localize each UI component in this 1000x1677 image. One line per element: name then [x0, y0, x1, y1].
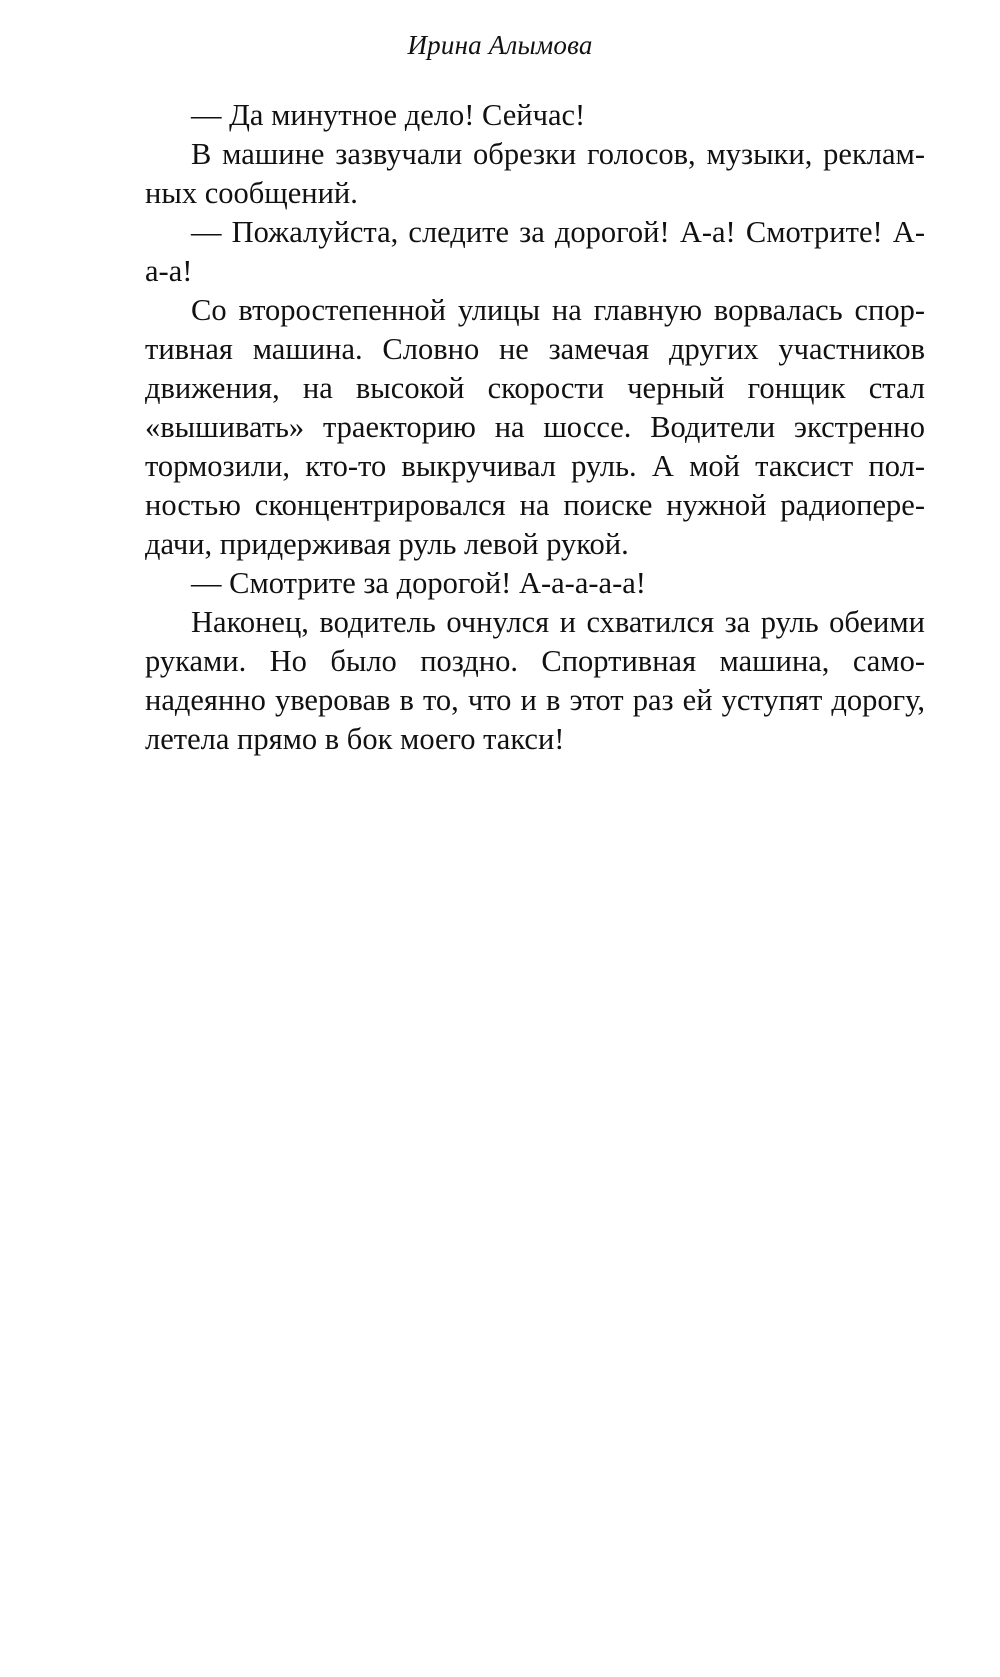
body-text [145, 96, 925, 759]
paragraph-4: Со второстепенной улицы на главную ворвалась спортивная машина. Словно не замечая других участников движения, на высокой скорости черный гонщик стал «вышивать» траекторию на шоссе. Водители экстренно тормозили, кто-то выкручивал руль. А мой таксист полностью сконцентрировался на поиске нужной радиопередачи, придерживая руль левой рукой. [145, 293, 925, 561]
paragraph-1: — Да минутное дело! Сейчас! [191, 98, 586, 132]
paragraph-3: — Пожалуйста, следите за дорогой! А-а! Смотрите! А-а-а! [145, 215, 925, 288]
paragraph-2: В машине зазвучали обрезки голосов, музыки, рекламных сообщений. [145, 137, 925, 210]
paragraph-6: Наконец, водитель очнулся и схватился за руль обеими руками. Но было поздно. Спортивная машина, самонадеянно уверовав в то, что и в этот раз ей уступят дорогу, летела прямо в бок моего такси! [145, 605, 925, 756]
running-head-author: Ирина Алымова [407, 30, 593, 60]
paragraph-5: — Смотрите за дорогой! А-а-а-а-а! [191, 566, 646, 600]
